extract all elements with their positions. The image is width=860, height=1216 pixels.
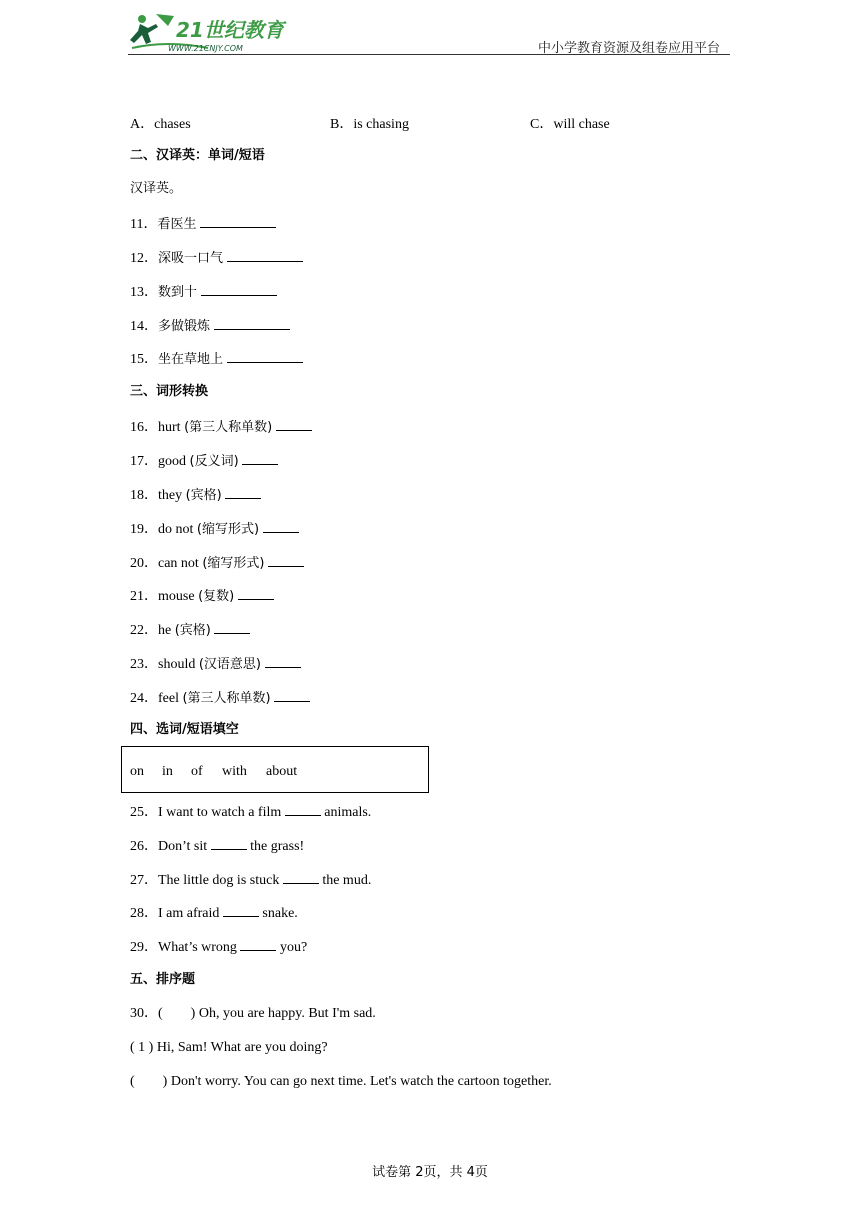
question-hint: (缩写形式) bbox=[196, 522, 260, 537]
order-prefix: 30．( bbox=[130, 1006, 163, 1021]
question-text: 数到十 bbox=[158, 285, 198, 300]
question-hint: (宾格) bbox=[174, 623, 211, 638]
question-number: 26． bbox=[130, 839, 158, 854]
answer-blank[interactable] bbox=[265, 654, 301, 668]
word-bank-item: in bbox=[162, 764, 173, 779]
answer-blank[interactable] bbox=[223, 903, 259, 917]
question-number: 21． bbox=[130, 589, 158, 604]
answer-blank[interactable] bbox=[214, 316, 290, 330]
order-item bbox=[130, 1073, 552, 1091]
question-item bbox=[130, 553, 304, 573]
word-bank-item: with bbox=[222, 764, 247, 779]
question-text: animals. bbox=[324, 805, 372, 820]
question-item bbox=[130, 214, 276, 234]
site-title: 中小学教育资源及组卷应用平台 bbox=[537, 41, 720, 56]
question-text: 看医生 bbox=[157, 217, 197, 232]
option-c: C．will chase bbox=[530, 117, 610, 132]
answer-blank[interactable] bbox=[211, 836, 247, 850]
question-item bbox=[130, 620, 250, 640]
page-footer: 试卷第 2页，共 4页 bbox=[372, 1165, 488, 1180]
question-item bbox=[130, 451, 278, 471]
order-text: ) Don't worry. You can go next time. Let's watch the cartoon together. bbox=[162, 1074, 552, 1089]
instruction: 汉译英。 bbox=[130, 181, 183, 196]
question-number: 28． bbox=[130, 906, 158, 921]
word-bank-item: about bbox=[266, 764, 298, 779]
logo-icon bbox=[128, 10, 298, 54]
question-item bbox=[130, 802, 371, 822]
question-number: 22． bbox=[130, 623, 158, 638]
question-word: do not bbox=[158, 522, 194, 537]
question-word: good bbox=[158, 454, 186, 469]
answer-blank[interactable] bbox=[285, 802, 321, 816]
question-hint: (宾格) bbox=[185, 488, 222, 503]
section-title: 五、排序题 bbox=[130, 972, 196, 987]
question-hint: (第三人称单数) bbox=[182, 691, 271, 706]
question-item bbox=[130, 654, 301, 674]
question-word: can not bbox=[158, 556, 199, 571]
answer-blank[interactable] bbox=[242, 451, 278, 465]
word-bank bbox=[121, 746, 429, 793]
question-number: 23． bbox=[130, 657, 158, 672]
section-title: 三、词形转换 bbox=[130, 384, 209, 399]
question-hint: (反义词) bbox=[189, 454, 239, 469]
question-item bbox=[130, 903, 298, 923]
question-word: feel bbox=[158, 691, 179, 706]
word-bank-item: of bbox=[191, 764, 203, 779]
question-item bbox=[130, 417, 312, 437]
answer-blank[interactable] bbox=[225, 485, 261, 499]
answer-blank[interactable] bbox=[238, 586, 274, 600]
answer-blank[interactable] bbox=[240, 937, 276, 951]
word-bank-item: on bbox=[130, 764, 144, 779]
option-b: B．is chasing bbox=[330, 117, 409, 132]
answer-blank[interactable] bbox=[227, 248, 303, 262]
page-header bbox=[128, 10, 730, 56]
answer-blank[interactable] bbox=[274, 688, 310, 702]
order-item bbox=[130, 1005, 376, 1023]
answer-blank[interactable] bbox=[268, 553, 304, 567]
question-text: I want to watch a film bbox=[158, 805, 282, 820]
question-number: 11． bbox=[130, 217, 158, 232]
question-text: you? bbox=[279, 940, 308, 955]
order-item bbox=[130, 1039, 328, 1057]
question-text: the grass! bbox=[250, 839, 305, 854]
question-item bbox=[130, 519, 299, 539]
answer-blank[interactable] bbox=[200, 214, 276, 228]
question-text: Don’t sit bbox=[158, 839, 208, 854]
question-number: 24． bbox=[130, 691, 158, 706]
question-item bbox=[130, 688, 310, 708]
answer-blank[interactable] bbox=[263, 519, 299, 533]
order-slot: 1 bbox=[134, 1040, 149, 1055]
question-text: 坐在草地上 bbox=[158, 352, 224, 367]
order-prefix: ( bbox=[130, 1040, 135, 1055]
question-item bbox=[130, 485, 261, 505]
answer-blank[interactable] bbox=[276, 417, 312, 431]
answer-blank[interactable] bbox=[201, 282, 277, 296]
question-item bbox=[130, 836, 304, 856]
question-text: 多做锻炼 bbox=[158, 319, 211, 334]
question-number: 20． bbox=[130, 556, 158, 571]
logo-url: WWW.21CNJY.COM bbox=[168, 44, 243, 53]
question-hint: (缩写形式) bbox=[202, 556, 265, 571]
question-number: 27． bbox=[130, 873, 158, 888]
question-text: the mud. bbox=[322, 873, 372, 888]
question-number: 17． bbox=[130, 454, 158, 469]
answer-blank[interactable] bbox=[227, 349, 303, 363]
question-number: 29． bbox=[130, 940, 158, 955]
question-item bbox=[130, 316, 290, 336]
question-item bbox=[130, 870, 371, 890]
question-word: they bbox=[158, 488, 183, 503]
question-text: 深吸一口气 bbox=[158, 251, 224, 266]
question-number: 25． bbox=[130, 805, 158, 820]
question-word: he bbox=[158, 623, 172, 638]
question-number: 15． bbox=[130, 352, 158, 367]
question-number: 14． bbox=[130, 319, 158, 334]
question-item bbox=[130, 282, 277, 302]
question-item bbox=[130, 937, 307, 957]
question-text: I am afraid bbox=[158, 906, 220, 921]
order-prefix: ( bbox=[130, 1074, 135, 1089]
question-text: The little dog is stuck bbox=[158, 873, 280, 888]
question-word: should bbox=[158, 657, 196, 672]
section-title: 二、汉译英：单词/短语 bbox=[130, 148, 265, 163]
question-item bbox=[130, 248, 303, 268]
answer-blank[interactable] bbox=[214, 620, 250, 634]
question-item bbox=[130, 586, 274, 606]
question-text: What’s wrong bbox=[158, 940, 237, 955]
question-number: 18． bbox=[130, 488, 158, 503]
question-item bbox=[130, 349, 303, 369]
order-text: ) Hi, Sam! What are you doing? bbox=[148, 1040, 328, 1055]
header-divider bbox=[128, 54, 730, 55]
answer-blank[interactable] bbox=[283, 870, 319, 884]
question-hint: (汉语意思) bbox=[198, 657, 261, 672]
question-word: mouse bbox=[158, 589, 195, 604]
logo-text: 21世纪教育 bbox=[176, 18, 284, 42]
option-a: A．chases bbox=[130, 117, 191, 132]
order-text: ) Oh, you are happy. But I'm sad. bbox=[190, 1006, 376, 1021]
question-word: hurt bbox=[158, 420, 181, 435]
section-title: 四、选词/短语填空 bbox=[130, 722, 239, 737]
question-number: 19． bbox=[130, 522, 158, 537]
question-hint: (第三人称单数) bbox=[184, 420, 273, 435]
question-number: 12． bbox=[130, 251, 158, 266]
question-hint: (复数) bbox=[198, 589, 235, 604]
question-number: 13． bbox=[130, 285, 158, 300]
question-number: 16． bbox=[130, 420, 158, 435]
question-text: snake. bbox=[262, 906, 298, 921]
